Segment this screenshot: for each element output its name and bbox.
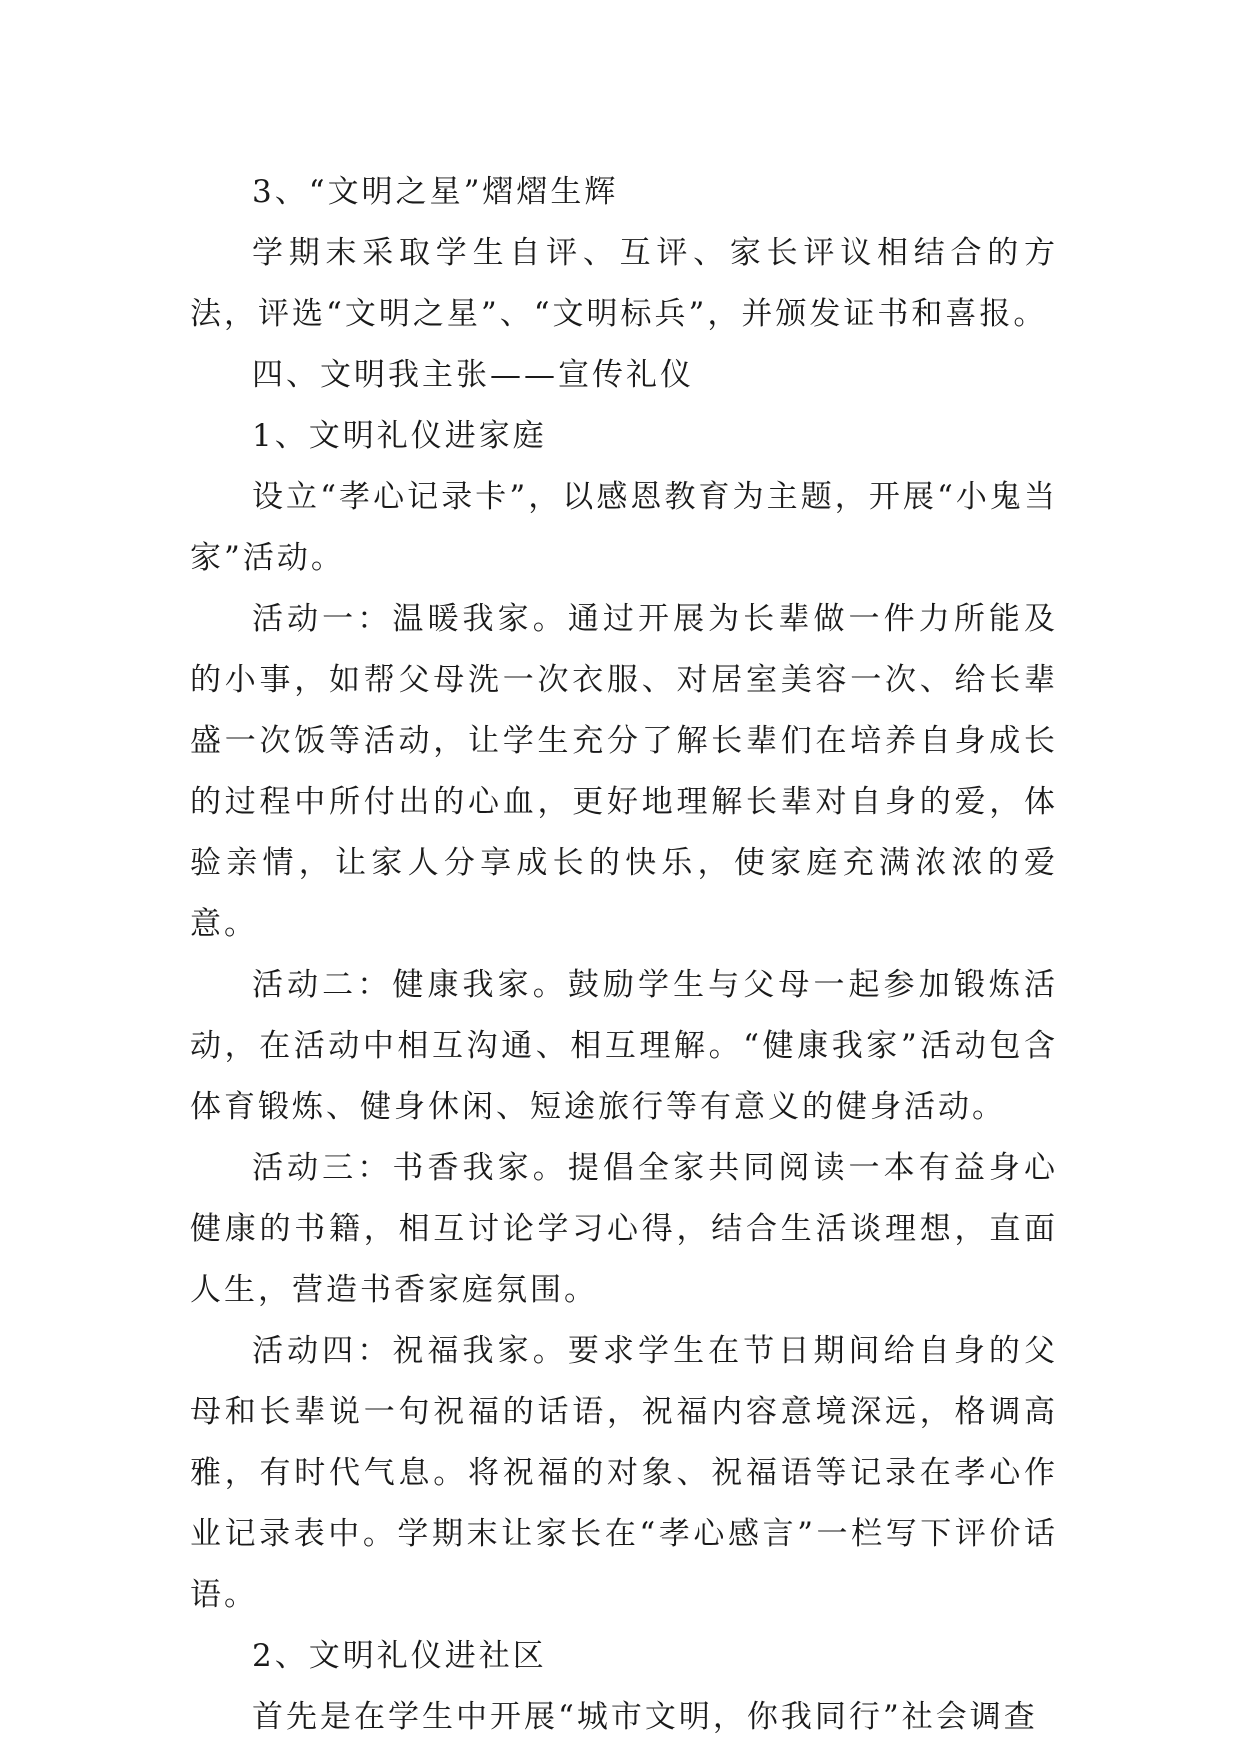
paragraph-activity-four: 活动四：祝福我家。要求学生在节日期间给自身的父母和长辈说一句祝福的话语，祝福内容意境深远，格调高雅，有时代气息。将祝福的对象、祝福语等记录在孝心作业记录表中。学期末让家长在“孝心感言”一栏写下评价话语。 bbox=[190, 1333, 1058, 1613]
paragraph-filial-card: 设立“孝心记录卡”，以感恩教育为主题，开展“小鬼当家”活动。 bbox=[190, 479, 1058, 576]
paragraph-activity-three: 活动三：书香我家。提倡全家共同阅读一本有益身心健康的书籍，相互讨论学习心得，结合生活谈理想，直面人生，营造书香家庭氛围。 bbox=[190, 1150, 1058, 1308]
paragraph-evaluation: 学期末采取学生自评、互评、家长评议相结合的方法，评选“文明之星”、“文明标兵”，并颁发证书和喜报。 bbox=[190, 235, 1058, 332]
heading-etiquette-home: 1、文明礼仪进家庭 bbox=[252, 418, 547, 454]
heading-section-four: 四、文明我主张——宣传礼仪 bbox=[252, 357, 694, 393]
paragraph-social-survey: 首先是在学生中开展“城市文明，你我同行”社会调查 bbox=[252, 1699, 1038, 1735]
heading-wenming-zhixing: 3、“文明之星”熠熠生辉 bbox=[252, 174, 619, 210]
paragraph-activity-one: 活动一：温暖我家。通过开展为长辈做一件力所能及的小事，如帮父母洗一次衣服、对居室美容一次、给长辈盛一次饭等活动，让学生充分了解长辈们在培养自身成长的过程中所付出的心血，更好地理解长辈对自身的爱，体验亲情，让家人分享成长的快乐，使家庭充满浓浓的爱意。 bbox=[190, 601, 1058, 942]
document-body bbox=[190, 162, 1058, 1748]
paragraph-activity-two: 活动二：健康我家。鼓励学生与父母一起参加锻炼活动，在活动中相互沟通、相互理解。“健康我家”活动包含体育锻炼、健身休闲、短途旅行等有意义的健身活动。 bbox=[190, 967, 1058, 1125]
heading-etiquette-community: 2、文明礼仪进社区 bbox=[252, 1638, 547, 1674]
